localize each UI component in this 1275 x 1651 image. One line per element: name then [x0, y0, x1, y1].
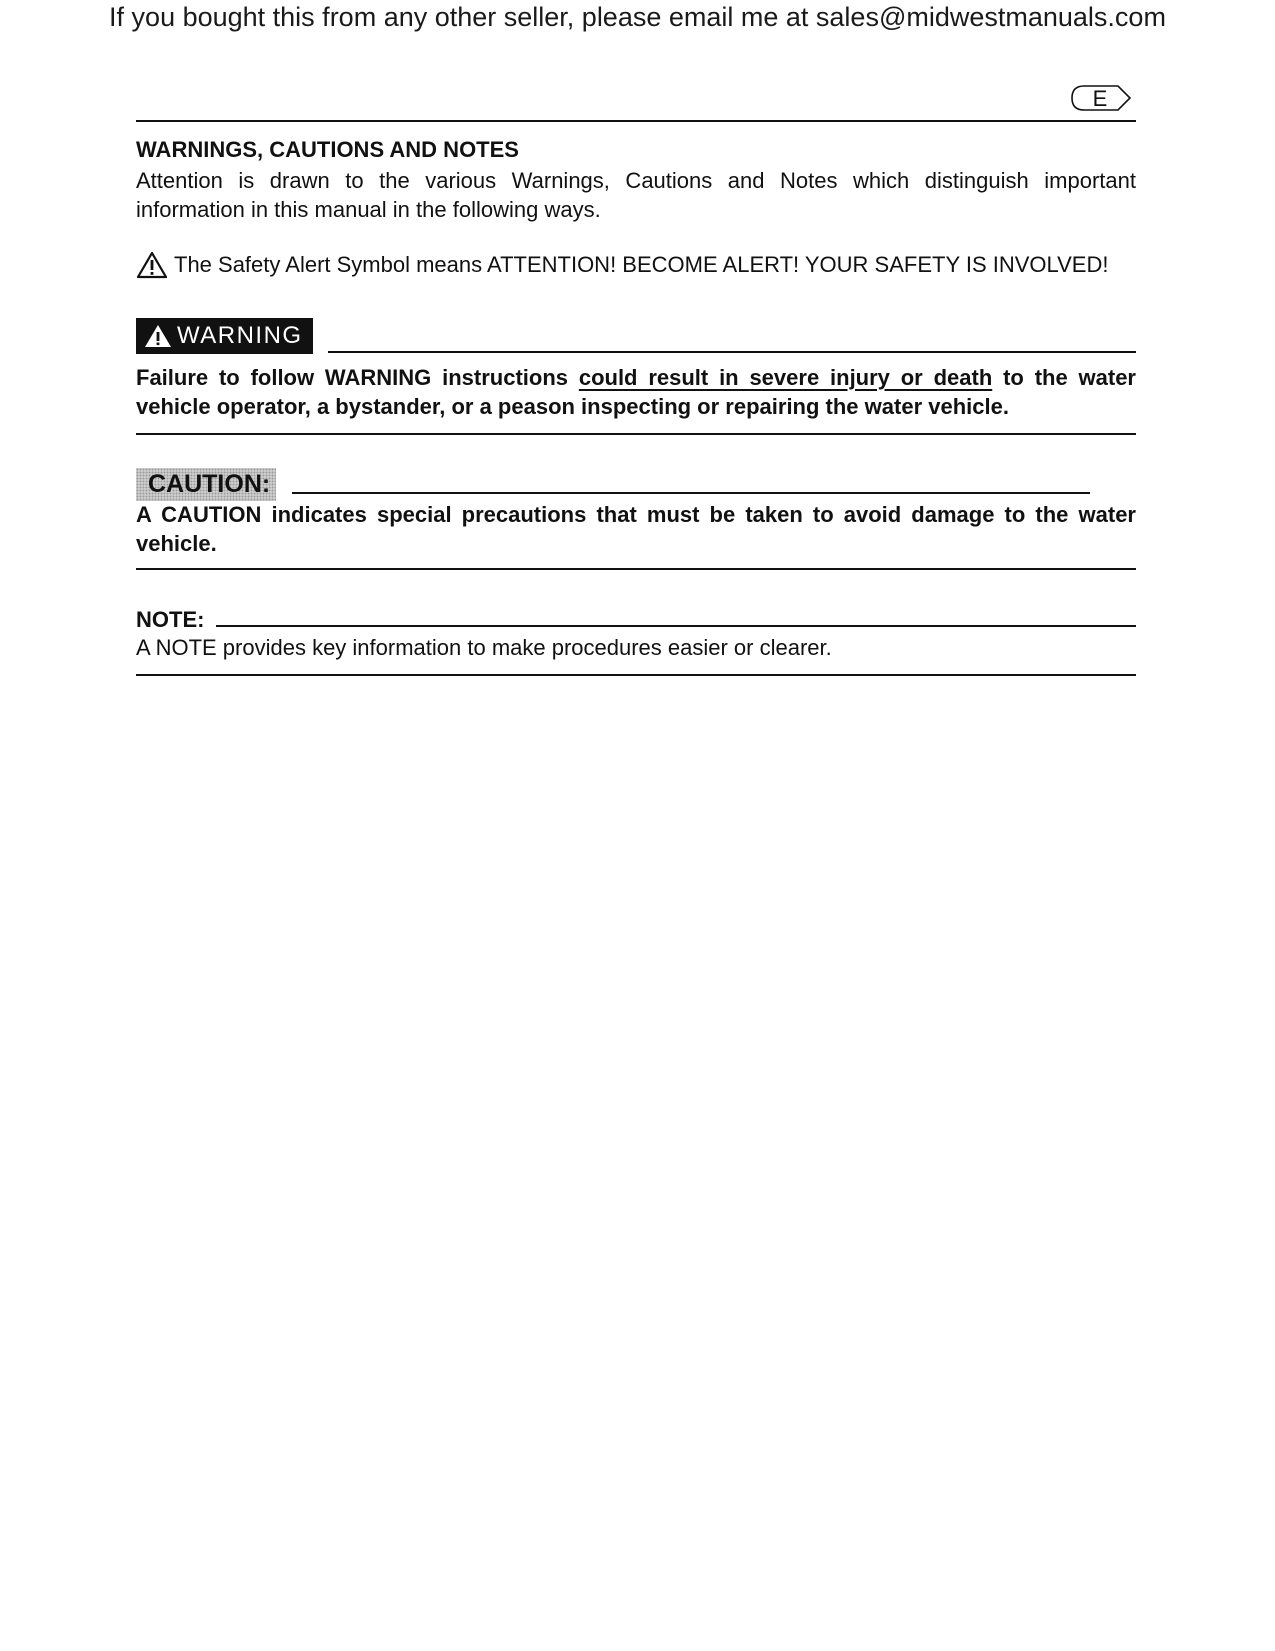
- warning-text-emphasis: could result in severe injury or death: [578, 365, 993, 390]
- seller-banner: If you bought this from any other seller, please email me at sales@midwestmanuals.com: [109, 2, 1166, 32]
- note-bottom-rule: [136, 674, 1136, 676]
- note-header-rule: [216, 625, 1136, 627]
- caution-label: CAUTION:: [148, 470, 271, 498]
- caution-badge: [136, 468, 276, 501]
- caution-text: A CAUTION indicates special precautions that must be taken to avoid damage to the water vehicle.: [136, 502, 1136, 556]
- warning-triangle-icon: [136, 251, 168, 279]
- safety-alert-line: [136, 251, 1136, 279]
- caution-bottom-rule: [136, 568, 1136, 570]
- caution-header-rule: [292, 492, 1090, 494]
- language-letter: E: [1092, 86, 1108, 111]
- warning-text: [136, 363, 1136, 421]
- warning-text-part: to the water vehicle operator, a bystander, or a peason inspecting or repairing the water vehicle.: [136, 365, 1136, 419]
- warning-label: WARNING: [177, 322, 303, 349]
- note-label: NOTE:: [136, 607, 205, 632]
- warning-badge-icon: [144, 324, 172, 348]
- language-badge: [1070, 83, 1132, 113]
- warning-badge: [136, 318, 313, 354]
- warning-bottom-rule: [136, 433, 1136, 435]
- safety-alert-text: The Safety Alert Symbol means ATTENTION! BECOME ALERT! YOUR SAFETY IS INVOLVED!: [174, 252, 1109, 277]
- warning-text-part: Failure to follow WARNING instructions: [136, 365, 579, 390]
- top-divider: [136, 120, 1136, 122]
- section-title: WARNINGS, CAUTIONS AND NOTES: [136, 137, 519, 162]
- warning-header-rule: [328, 351, 1136, 353]
- section-intro: Attention is drawn to the various Warnings, Cautions and Notes which distinguish important information in this manual in the following ways.: [136, 168, 1136, 222]
- note-text: A NOTE provides key information to make procedures easier or clearer.: [136, 635, 832, 660]
